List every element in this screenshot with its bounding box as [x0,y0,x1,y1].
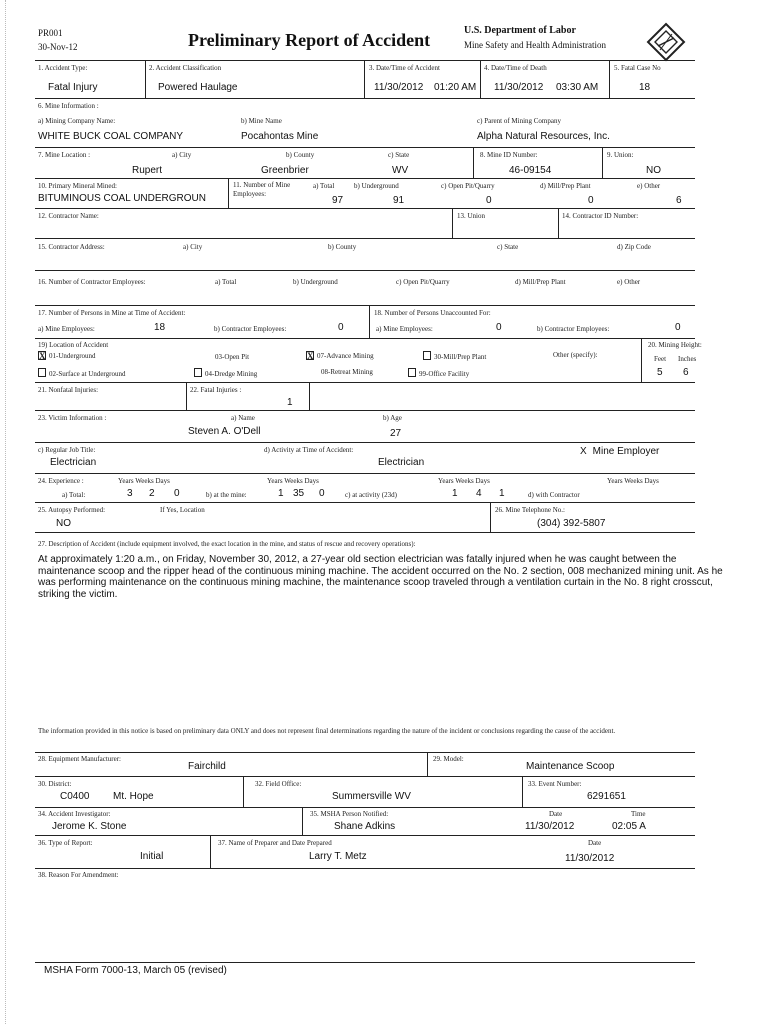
autopsy-location-label: If Yes, Location [160,506,205,514]
victim-info-label: 23. Victim Information : [38,414,107,422]
prepared-date-value: 11/30/2012 [565,853,615,864]
divider [186,382,187,410]
victim-name-label: a) Name [231,414,255,422]
total-employees-value: 97 [332,195,344,206]
preparer-label: 37. Name of Preparer and Date Prepared [218,839,332,847]
ywd-header-mine: Years Weeks Days [267,477,319,485]
persons-in-mine-label: 17. Number of Persons in Mine at Time of Accident: [38,309,186,317]
field-office-value: Summersville WV [332,791,411,802]
mine-phone-label: 26. Mine Telephone No.: [495,506,565,514]
job-title-value: Electrician [50,457,97,468]
open-pit-employees-value: 0 [486,195,492,206]
death-datetime-label: 4. Date/Time of Death [484,64,547,72]
rule [35,835,695,836]
job-title-label: c) Regular Job Title: [38,446,96,454]
contractor-employees-label: 16. Number of Contractor Employees: [38,278,146,286]
checkbox-mill[interactable] [423,351,431,360]
exp-at-mine-label: b) at the mine: [206,491,247,499]
person-notified-label: 35. MSHA Person Notified: [310,810,389,818]
state-value: WV [392,165,409,176]
unaccounted-contractor-emp-label: b) Contractor Employees: [537,325,610,333]
divider [228,178,229,208]
underground-employees-label: b) Underground [354,182,399,190]
exp-activity-years: 1 [452,488,458,499]
agency-subname: Mine Safety and Health Administration [464,40,606,50]
divider [480,60,481,98]
rule [35,807,695,808]
victim-name-value: Steven A. O'Dell [188,426,261,437]
feet-label: Feet [654,355,667,363]
union-value: NO [646,165,661,176]
rule [35,473,695,474]
location-option-office[interactable] [408,368,469,378]
form-date: 30-Nov-12 [38,42,78,52]
county-label: b) County [286,151,315,159]
rule [35,338,695,339]
checkbox-surface[interactable] [38,368,46,377]
death-date: 11/30/2012 [494,82,544,93]
rule [35,98,695,99]
city-label: a) City [172,151,192,159]
mine-name-value: Pocahontas Mine [241,131,319,142]
company-label: a) Mining Company Name: [38,117,116,125]
divider [364,60,365,98]
option-label: 03-Open Pit [215,353,250,361]
fatal-case-value: 18 [639,82,651,93]
checkbox-advance-mining[interactable]: X [307,351,314,361]
checkbox-underground[interactable]: X [39,351,46,361]
contractor-id-label: 14. Contractor ID Number: [562,212,639,220]
fatal-case-label: 5. Fatal Case No [614,64,661,72]
unaccounted-mine-emp-label: a) Mine Employees: [376,325,433,333]
divider [641,338,642,382]
mine-id-label: 8. Mine ID Number: [480,151,538,159]
inches-value: 6 [683,367,689,378]
inches-label: Inches [678,355,697,363]
open-pit-employees-label: c) Open Pit/Quarry [441,182,495,190]
mine-id-value: 46-09154 [509,165,552,176]
persons-unaccounted-label: 18. Number of Persons Unaccounted For: [374,309,491,317]
county-value: Greenbrier [261,165,309,176]
exp-total-years: 3 [127,488,133,499]
rule [35,776,695,777]
rule [35,868,695,869]
fatal-injuries-label: 22. Fatal Injuries : [190,386,242,394]
accident-datetime-label: 3. Date/Time of Accident [369,64,440,72]
rule [35,442,695,443]
union-label: 9. Union: [607,151,634,159]
mill-employees-label: d) Mill/Prep Plant [540,182,591,190]
fatal-injuries-value: 1 [287,397,293,408]
persons-contractor-emp-label: b) Contractor Employees: [214,325,287,333]
divider [369,305,370,338]
contractor-city-label: a) City [183,243,203,251]
model-value: Maintenance Scoop [526,761,615,772]
contractor-underground-label: b) Underground [293,278,338,286]
contractor-union-label: 13. Union [457,212,485,220]
agency-name: U.S. Department of Labor [464,25,576,36]
parent-label: c) Parent of Mining Company [477,117,561,125]
accident-type-value: Fatal Injury [48,82,98,93]
accident-type-label: 1. Accident Type: [38,64,88,72]
employer-check-mark[interactable]: X [580,446,587,457]
death-time: 03:30 AM [556,82,599,93]
option-label: 01-Underground [49,352,96,360]
activity-label: d) Activity at Time of Accident: [264,446,354,454]
rule [35,60,695,61]
amendment-label: 38. Reason For Amendment: [38,871,119,879]
autopsy-value: NO [56,518,71,529]
option-label: 99-Office Facility [419,370,470,378]
exp-contractor-label: d) with Contractor [528,491,580,499]
divider [473,147,474,178]
mining-height-label: 20. Mining Height: [648,341,702,349]
report-type-label: 36. Type of Report: [38,839,93,847]
checkbox-office[interactable] [408,368,416,377]
notified-date-value: 11/30/2012 [525,821,575,832]
contractor-state-label: c) State [497,243,519,251]
person-notified-value: Shane Adkins [334,821,396,832]
contractor-county-label: b) County [328,243,357,251]
rule [35,305,695,306]
exp-at-mine-days: 0 [319,488,325,499]
company-value: WHITE BUCK COAL COMPANY [38,131,184,142]
district-name: Mt. Hope [113,791,154,802]
mine-name-label: b) Mine Name [241,117,282,125]
victim-age-value: 27 [390,428,402,439]
rule [35,178,695,179]
location-option-retreat-mining[interactable] [321,368,373,376]
district-code: C0400 [60,791,90,802]
contractor-address-label: 15. Contractor Address: [38,243,105,251]
contractor-zip-label: d) Zip Code [617,243,651,251]
location-option-dredge[interactable] [194,368,257,378]
classification-label: 2. Accident Classification [149,64,222,72]
divider [522,776,523,807]
contractor-name-label: 12. Contractor Name: [38,212,99,220]
experience-label: 24. Experience : [38,477,84,485]
divider [427,752,428,776]
option-label: 08-Retreat Mining [321,368,373,376]
rule [35,752,695,753]
victim-age-label: b) Age [383,414,402,422]
manufacturer-value: Fairchild [188,761,226,772]
option-label: 07-Advance Mining [317,352,374,360]
total-employees-label: a) Total [313,182,335,190]
investigator-label: 34. Accident Investigator: [38,810,111,818]
other-employees-label: e) Other [637,182,661,190]
contractor-open-pit-label: c) Open Pit/Quarry [396,278,450,286]
accident-time: 01:20 AM [434,82,477,93]
event-number-value: 6291651 [587,791,626,802]
rule [35,238,695,239]
rule [35,962,695,963]
form-code: PR001 [38,28,63,38]
employer-label: Mine Employer [592,446,660,457]
persons-contractor-emp-value: 0 [338,322,344,333]
unaccounted-contractor-emp-value: 0 [675,322,681,333]
rule [35,410,695,411]
persons-mine-emp-label: a) Mine Employees: [38,325,95,333]
activity-value: Electrician [378,457,425,468]
nonfatal-injuries-label: 21. Nonfatal Injuries: [38,386,99,394]
prepared-date-label: Date [588,839,602,847]
ywd-header-total: Years Weeks Days [118,477,170,485]
report-type-value: Initial [140,851,164,862]
mine-location-label: 7. Mine Location : [38,151,91,159]
checkbox-dredge[interactable] [194,368,202,377]
model-label: 29. Model: [433,755,464,763]
notified-time-label: Time [631,810,646,818]
location-option-surface[interactable] [38,368,125,378]
divider [302,807,303,835]
mine-employer-option[interactable] [580,446,659,457]
persons-mine-emp-value: 18 [154,322,166,333]
rule [35,502,695,503]
exp-total-days: 0 [174,488,180,499]
exp-at-mine-years: 1 [278,488,284,499]
msha-logo-icon [646,22,686,62]
contractor-total-label: a) Total [215,278,237,286]
notified-date-label: Date [549,810,563,818]
unaccounted-mine-emp-value: 0 [496,322,502,333]
mineral-value: BITUMINOUS COAL UNDERGROUN [38,193,206,204]
rule [35,208,695,209]
divider [609,60,610,98]
mill-employees-value: 0 [588,195,594,206]
preparer-value: Larry T. Metz [309,851,367,862]
page-title: Preliminary Report of Accident [188,30,431,50]
location-option-open-pit[interactable] [204,351,249,361]
divider [210,835,211,868]
scan-edge [0,0,6,1024]
divider [243,776,244,807]
field-office-label: 32. Field Office: [255,780,302,788]
location-option-advance-mining[interactable] [306,351,374,360]
mine-employees-label: 11. Number of Mine Employees: [233,181,291,198]
exp-activity-days: 1 [499,488,505,499]
exp-at-mine-weeks: 35 [293,488,305,499]
ywd-header-contractor: Years Weeks Days [607,477,659,485]
exp-total-weeks: 2 [149,488,155,499]
underground-employees-value: 91 [393,195,405,206]
option-label: 04-Dredge Mining [205,370,258,378]
feet-value: 5 [657,367,663,378]
divider [145,60,146,98]
option-label: 30-Mill/Prep Plant [434,353,487,361]
disclaimer-text: The information provided in this notice is based on preliminary data ONLY and does not represent final determinations regarding the nature of the incident or conclusions regarding the cause of the accident. [38,727,616,735]
other-employees-value: 6 [676,195,682,206]
exp-activity-weeks: 4 [476,488,482,499]
state-label: c) State [388,151,410,159]
mine-info-label: 6. Mine Information : [38,102,99,110]
divider [558,208,559,238]
contractor-other-label: e) Other [617,278,641,286]
divider [490,502,491,532]
rule [35,147,695,148]
mine-phone-value: (304) 392-5807 [537,518,606,529]
description-label: 27. Description of Accident (include equipment involved, the exact location in the mine, and status of rescue and recovery operations): [38,540,416,548]
accident-date: 11/30/2012 [374,82,424,93]
description-text: At approximately 1:20 a.m., on Friday, November 30, 2012, a 27-year old section electrician was fatally injured when he was caught between the maintenance scoop and the ripper head of the continuous mining machine. The accident occurred on the No. 2 section, 008 mechanized mining unit. As he was performing maintenance on the continuous mining machine, the maintenance scoop traveled through a ventilation curtain in the No. 8 right crosscut, striking the victim. [38,554,723,600]
location-option-underground[interactable] [38,351,96,360]
location-option-mill[interactable] [423,351,486,361]
manufacturer-label: 28. Equipment Manufacturer: [38,755,122,763]
accident-location-label: 19) Location of Accident [38,341,109,349]
location-other-label: Other (specify): [553,351,598,359]
contractor-mill-label: d) Mill/Prep Plant [515,278,566,286]
rule [35,382,695,383]
rule [35,270,695,271]
city-value: Rupert [132,165,163,176]
autopsy-label: 25. Autopsy Performed: [38,506,106,514]
divider [309,382,310,410]
parent-value: Alpha Natural Resources, Inc. [477,131,610,142]
investigator-value: Jerome K. Stone [52,821,127,832]
form-footer: MSHA Form 7000-13, March 05 (revised) [44,965,227,976]
option-label: 02-Surface at Underground [49,370,126,378]
exp-total-label: a) Total: [62,491,86,499]
checkbox-open-pit[interactable] [204,351,212,360]
event-number-label: 33. Event Number: [528,780,582,788]
mineral-label: 10. Primary Mineral Mined: [38,182,117,190]
exp-activity-label: c) at activity (23d) [345,491,397,499]
district-label: 30. District: [38,780,72,788]
notified-time-value: 02:05 A [612,821,646,832]
rule [35,532,695,533]
divider [602,147,603,178]
ywd-header-activity: Years Weeks Days [438,477,490,485]
divider [452,208,453,238]
classification-value: Powered Haulage [158,82,238,93]
